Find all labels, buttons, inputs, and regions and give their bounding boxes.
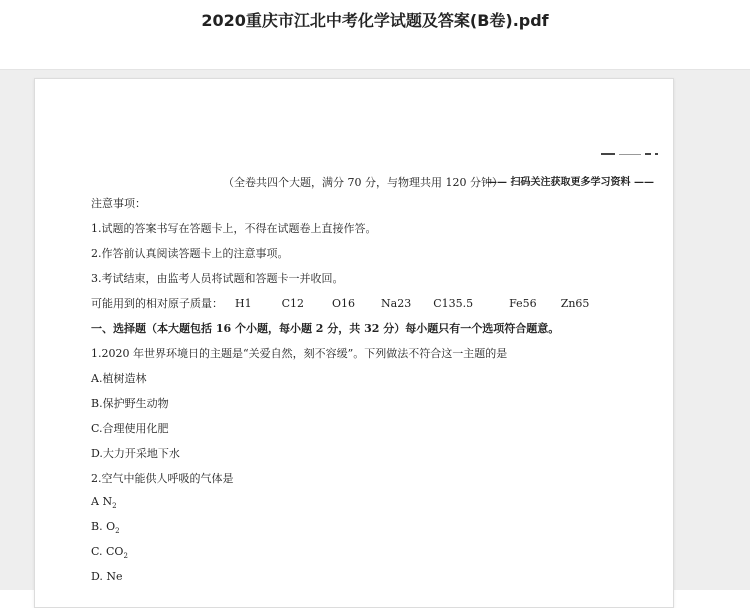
document-title: 2020重庆市江北中考化学试题及答案(B卷).pdf	[201, 11, 549, 30]
option-subscript: 2	[123, 552, 128, 561]
question-option	[91, 570, 123, 583]
notice-title: 注意事项：	[91, 197, 146, 210]
option-text: A N	[91, 495, 113, 508]
option-subscript: 2	[115, 527, 120, 536]
question-option	[91, 545, 128, 560]
option-subscript: 2	[112, 502, 117, 511]
section-title: 一、选择题（本大题包括 16 个小题，每小题 2 分，共 32 分）每小题只有一个选项符合题意。	[91, 322, 560, 335]
pdf-viewer[interactable]	[0, 70, 750, 590]
exam-header-note: （全卷共四个大题，满分 70 分，与物理共用 120 分钟）	[223, 176, 503, 189]
pdf-page	[34, 78, 674, 608]
question-option	[91, 495, 117, 510]
atomic-mass: Fe56	[509, 297, 537, 310]
question-option	[91, 520, 120, 535]
question-option: C.合理使用化肥	[91, 422, 169, 435]
atomic-mass: C12	[281, 297, 305, 310]
question-option: A.植树造林	[91, 372, 147, 385]
atomic-mass: Na23	[381, 297, 412, 310]
question-option: D.大力开采地下水	[91, 447, 180, 460]
atomic-mass: O16	[332, 297, 356, 310]
atomic-mass: H1	[235, 297, 252, 310]
notice-item: 3.考试结束，由监考人员将试题和答题卡一并收回。	[91, 272, 344, 285]
question-stem: 1.2020 年世界环境日的主题是“关爱自然，刻不容缓”。下列做法不符合这一主题的是	[91, 347, 508, 360]
question-option: B.保护野生动物	[91, 397, 169, 410]
atomic-mass: C135.5	[433, 297, 474, 310]
question-stem: 2.空气中能供人呼吸的气体是	[91, 472, 234, 485]
notice-item: 2.作答前认真阅读答题卡上的注意事项。	[91, 247, 289, 260]
title-bar	[0, 0, 750, 70]
atomic-mass: Zn65	[560, 297, 590, 310]
option-text: B. O	[91, 520, 116, 533]
atomic-label: 可能用到的相对原子质量：	[91, 297, 223, 310]
scan-banner: —— 扫码关注获取更多学习资料 ——	[487, 177, 654, 188]
notice-item: 1.试题的答案书写在答题卡上，不得在试题卷上直接作答。	[91, 222, 377, 235]
atomic-masses	[91, 295, 589, 311]
option-text: C. CO	[91, 545, 124, 558]
option-text: D. Ne	[91, 570, 123, 583]
header-decoration	[601, 153, 661, 156]
